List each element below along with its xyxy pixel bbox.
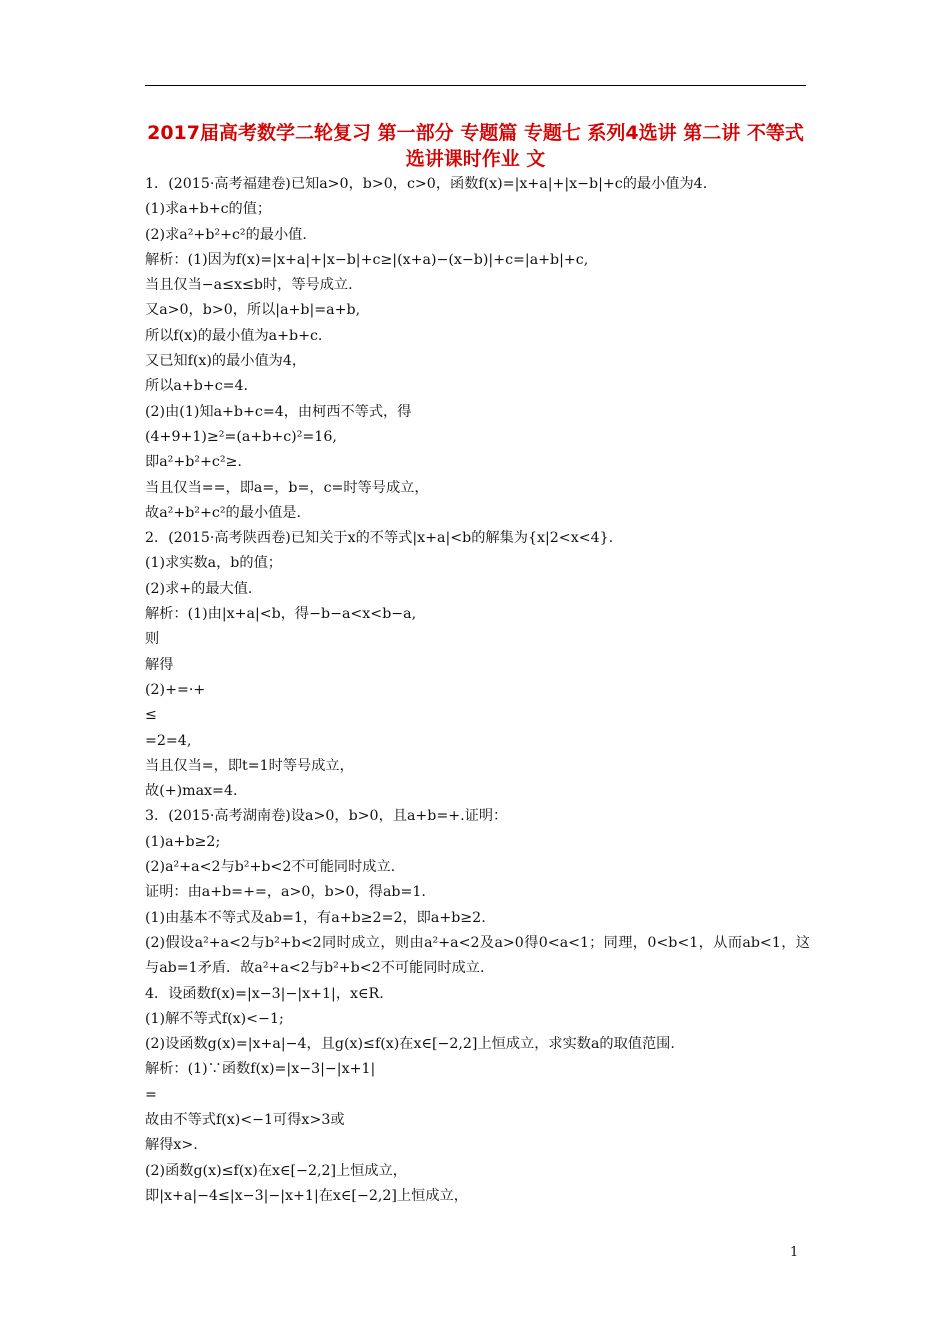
text-line: 解得x>.	[145, 1137, 198, 1154]
text-line: 故a²+b²+c²的最小值是.	[145, 504, 301, 521]
text-line: 所以f(x)的最小值为a+b+c.	[145, 327, 323, 344]
text-line: 故由不等式f(x)<−1可得x>3或	[145, 1111, 345, 1128]
text-line: 即a²+b²+c²≥.	[145, 454, 242, 471]
text-line: (2)求+的最大值.	[145, 580, 253, 597]
text-line: (1)a+b≥2;	[145, 833, 221, 850]
text-line: 当且仅当==，即a=，b=，c=时等号成立，	[145, 479, 429, 496]
page-number: 1	[790, 1245, 799, 1260]
text-line: ≤	[145, 707, 157, 724]
text-line: 2．(2015·高考陕西卷)已知关于x的不等式|x+a|<b的解集为{x|2<x<4}.	[145, 530, 614, 547]
text-line: 4．设函数f(x)=|x−3|−|x+1|，x∈R.	[145, 985, 384, 1002]
text-line: (1)求a+b+c的值；	[145, 201, 272, 218]
text-line: 又a>0，b>0，所以|a+b|=a+b,	[145, 302, 361, 319]
text-line: (2)假设a²+a<2与b²+b<2同时成立，则由a²+a<2及a>0得0<a<1；同理，0<b<1，从而ab<1，这与ab=1矛盾．故a²+a<2与b²+b<2不可能同时成立.	[145, 934, 810, 977]
text-line: (2)设函数g(x)=|x+a|−4，且g(x)≤f(x)在x∈[−2,2]上恒成立，求实数a的取值范围.	[145, 1036, 675, 1053]
text-line: =	[145, 1086, 157, 1103]
text-line: 1．(2015·高考福建卷)已知a>0，b>0，c>0，函数f(x)=|x+a|+|x−b|+c的最小值为4.	[145, 176, 708, 192]
text-line: 3．(2015·高考湖南卷)设a>0，b>0，且a+b=+.证明：	[145, 808, 508, 825]
text-line: (2)函数g(x)≤f(x)在x∈[−2,2]上恒成立，	[145, 1162, 407, 1179]
text-line: 解得	[145, 656, 174, 673]
text-line: 证明：由a+b=+=，a>0，b>0，得ab=1.	[145, 884, 426, 901]
text-line: (2)+=·+	[145, 681, 206, 698]
text-line: (1)由基本不等式及ab=1，有a+b≥2=2，即a+b≥2.	[145, 909, 486, 926]
text-line: (1)求实数a，b的值；	[145, 555, 282, 572]
text-line: 则	[145, 631, 160, 648]
text-line: 当且仅当−a≤x≤b时，等号成立.	[145, 277, 353, 294]
text-line: (1)解不等式f(x)<−1;	[145, 1010, 284, 1027]
text-line: 解析：(1)由|x+a|<b，得−b−a<x<b−a,	[145, 606, 417, 623]
text-line: 又已知f(x)的最小值为4，	[145, 353, 307, 370]
text-line: 所以a+b+c=4.	[145, 378, 249, 395]
document-title: 2017届高考数学二轮复习 第一部分 专题篇 专题七 系列4选讲 第二讲 不等式选讲课时作业 文	[147, 122, 804, 170]
text-line: 解析：(1)因为f(x)=|x+a|+|x−b|+c≥|(x+a)−(x−b)|+c=|a+b|+c,	[145, 251, 589, 268]
text-line: =2=4,	[145, 732, 192, 749]
text-line: (2)a²+a<2与b²+b<2不可能同时成立.	[145, 859, 396, 876]
document-body	[145, 172, 810, 1209]
text-line: 即|x+a|−4≤|x−3|−|x+1|在x∈[−2,2]上恒成立，	[145, 1187, 468, 1204]
text-line: 解析：(1)∵函数f(x)=|x−3|−|x+1|	[145, 1061, 376, 1078]
text-line: (2)求a²+b²+c²的最小值.	[145, 226, 307, 243]
text-line: 当且仅当=，即t=1时等号成立，	[145, 757, 354, 774]
header-rule	[145, 85, 806, 86]
text-line: (4+9+1)≥²=(a+b+c)²=16,	[145, 428, 337, 445]
text-line: 故(+)max=4.	[145, 783, 238, 800]
text-line: (2)由(1)知a+b+c=4，由柯西不等式，得	[145, 403, 412, 420]
